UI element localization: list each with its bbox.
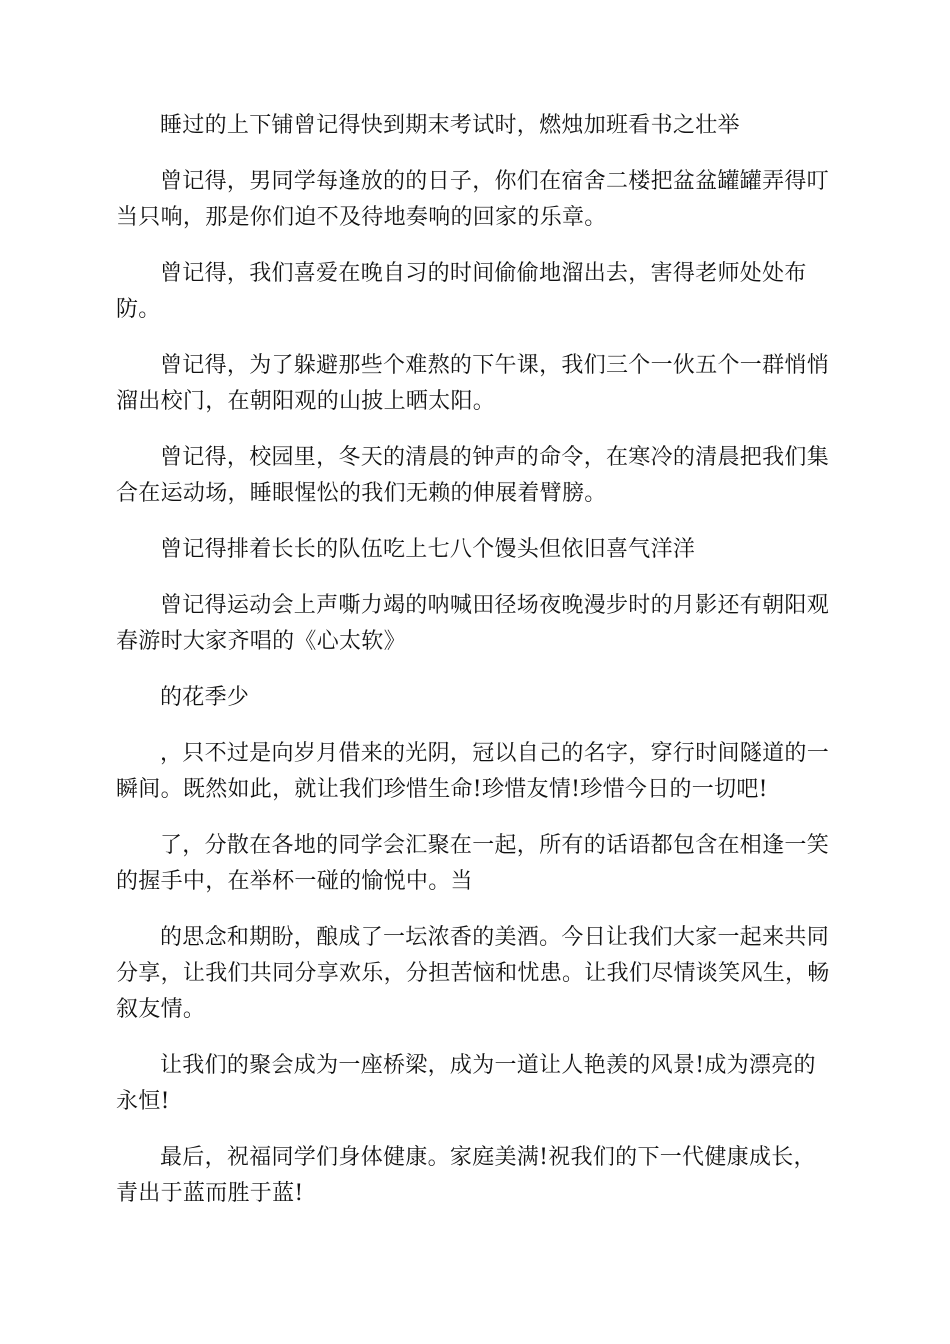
paragraph-6: 曾记得排着长长的队伍吃上七八个馒头但依旧喜气洋洋 (160, 537, 696, 562)
paragraph-11: 的思念和期盼，酿成了一坛浓香的美酒。今日让我们大家一起来共同分享，让我们共同分享欢乐，分担苦恼和忧患。让我们尽情谈笑风生，畅叙友情。 (116, 925, 830, 1022)
paragraph-7: 曾记得运动会上声嘶力竭的呐喊田径场夜晚漫步时的月影还有朝阳观春游时大家齐唱的《心太软》 (116, 593, 830, 654)
paragraph-4: 曾记得，为了躲避那些个难熬的下午课，我们三个一伙五个一群悄悄溜出校门，在朝阳观的山披上晒太阳。 (116, 353, 830, 414)
paragraph-9: ，只不过是向岁月借来的光阴，冠以自己的名字，穿行时间隧道的一瞬间。既然如此，就让我们珍惜生命!珍惜友情!珍惜今日的一切吧! (116, 741, 830, 802)
paragraph-3: 曾记得，我们喜爱在晚自习的时间偷偷地溜出去，害得老师处处布防。 (116, 261, 807, 322)
document-body (116, 108, 836, 1232)
paragraph-1: 睡过的上下铺曾记得快到期末考试时，燃烛加班看书之壮举 (160, 113, 740, 138)
paragraph-8: 的花季少 (160, 685, 250, 710)
paragraph-5: 曾记得，校园里，冬天的清晨的钟声的命令，在寒冷的清晨把我们集合在运动场，睡眼惺忪的我们无赖的伸展着臂膀。 (116, 445, 830, 506)
paragraph-12: 让我们的聚会成为一座桥梁，成为一道让人艳羡的风景!成为漂亮的永恒! (116, 1053, 816, 1114)
paragraph-2: 曾记得，男同学每逢放的的日子，你们在宿舍二楼把盆盆罐罐弄得叮当只响，那是你们迫不及待地奏响的回家的乐章。 (116, 169, 830, 230)
paragraph-13: 最后，祝福同学们身体健康。家庭美满!祝我们的下一代健康成长，青出于蓝而胜于蓝! (116, 1145, 816, 1206)
paragraph-10: 了，分散在各地的同学会汇聚在一起，所有的话语都包含在相逢一笑的握手中，在举杯一碰的愉悦中。当 (116, 833, 830, 894)
